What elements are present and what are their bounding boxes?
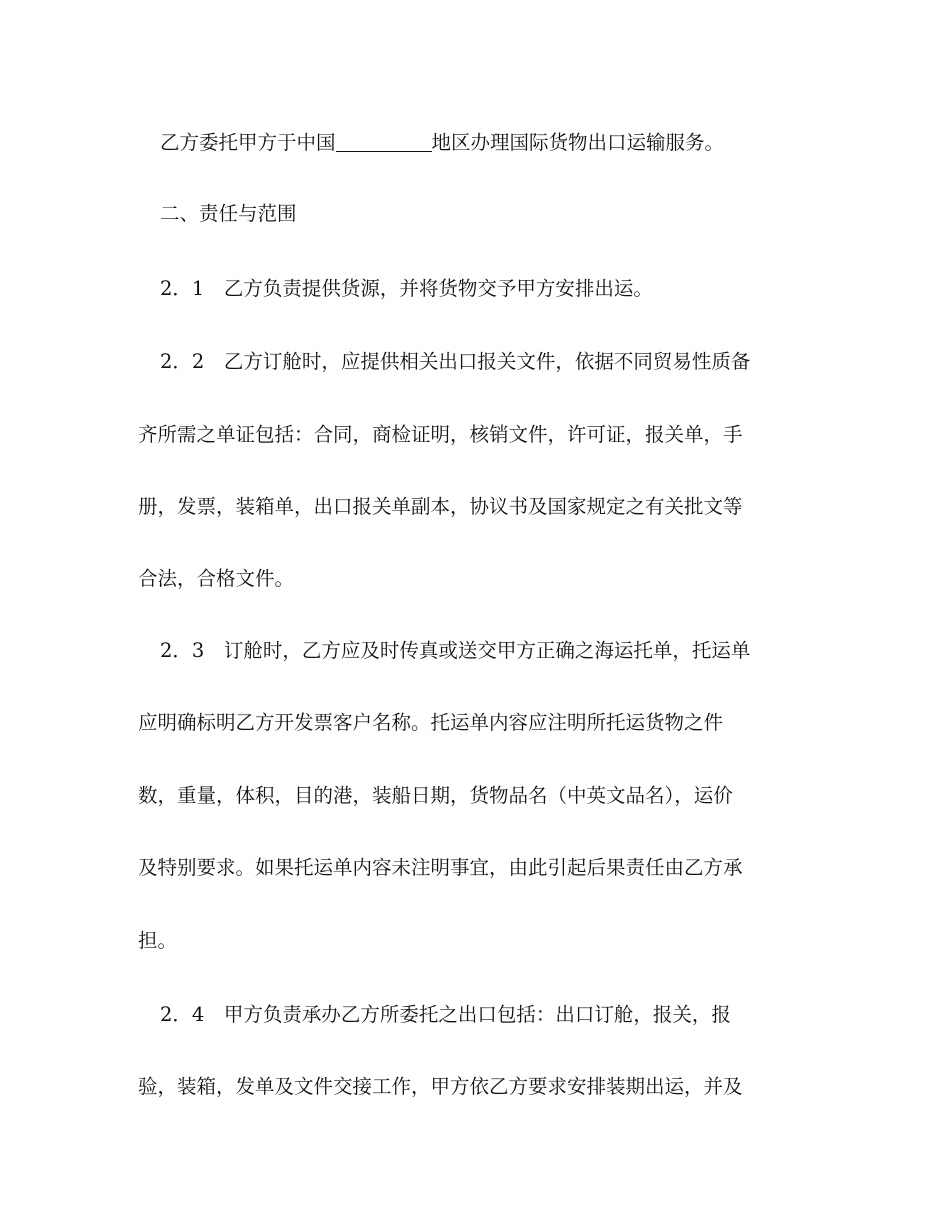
clause-2-3-line-5: 担。 [138,929,178,952]
clause-2-2-line-1: 2．2 乙方订舱时，应提供相关出口报关文件，依据不同贸易性质备 [160,350,751,373]
intro-paragraph [160,128,850,158]
clause-2-2-line-4: 合法，合格文件。 [138,567,295,590]
clause-2-3-line-3: 数，重量，体积，目的港，装船日期，货物品名（中英文品名），运价 [138,784,733,807]
intro-text-after-blank: 地区办理国际货物出口运输服务。 [431,131,725,154]
fill-in-blank [336,131,432,152]
clause-2-1-line: 2．1 乙方负责提供货源，并将货物交予甲方安排出运。 [160,277,653,300]
clause-2-4-line-1: 2．4 甲方负责承办乙方所委托之出口包括：出口订舱，报关，报 [160,1003,731,1026]
clause-2-2-line-2: 齐所需之单证包括：合同，商检证明，核销文件，许可证，报关单，手 [138,423,743,446]
clause-2-2-line-3: 册，发票，装箱单，出口报关单副本，协议书及国家规定之有关批文等 [138,495,743,518]
clause-2-3-line-1: 2．3 订舱时，乙方应及时传真或送交甲方正确之海运托单，托运单 [160,639,751,662]
clause-2-4-line-2: 验，装箱，发单及文件交接工作，甲方依乙方要求安排装期出运，并及 [138,1075,743,1098]
clause-2-3-line-2: 应明确标明乙方开发票客户名称。托运单内容应注明所托运货物之件 [138,711,724,734]
intro-text-before-blank: 乙方委托甲方于中国 [160,131,336,154]
clause-2-3-line-4: 及特别要求。如果托运单内容未注明事宜，由此引起后果责任由乙方承 [138,856,743,879]
section-heading: 二、责任与范围 [160,202,297,225]
